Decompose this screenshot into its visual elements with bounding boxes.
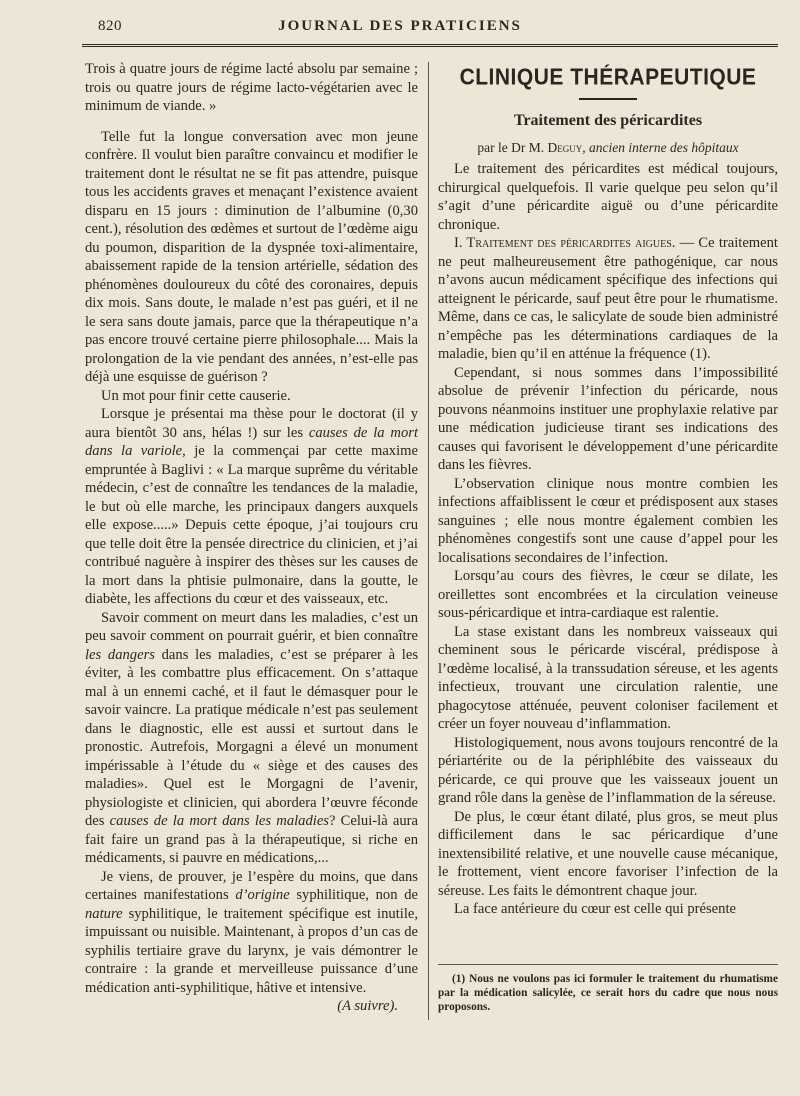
left-paragraph-1: Trois à quatre jours de régime lacté absolu par semaine ; trois ou quatre jours de régime lacto-végétarien avec le minimum de viande. » <box>85 61 418 114</box>
p5-italic-2: causes de la mort dans les maladies <box>109 813 329 829</box>
left-paragraph-4 <box>85 405 418 609</box>
byline-author: Deguy <box>547 139 583 155</box>
byline <box>438 139 778 158</box>
article-title: Traitement des péricardites <box>513 112 703 129</box>
p4-text-a: Lorsque je présentai ma thèse pour le doctorat (il y aura bientôt 30 ans, hélas !) sur les <box>85 406 418 441</box>
right-paragraph-9: La face antérieure du cœur est celle qui présente <box>454 901 736 917</box>
p4-italic: causes de la mort dans la variole <box>85 424 418 459</box>
footnote-rule <box>438 964 778 965</box>
right-paragraph-4: L’observation clinique nous montre combien les infections affaiblissent le cœur et prédisposent aux stases sanguines ; elle nous montre également combien les phénomènes congestifs sont une cause d’appel pour les localisations secondaires de l’infection. <box>438 475 778 566</box>
right-paragraph-2 <box>438 234 778 364</box>
left-column <box>85 60 418 1016</box>
to-be-continued <box>85 997 418 1016</box>
section-title: CLINIQUE THÉRAPEUTIQUE <box>459 64 757 91</box>
to-be-continued-text: (A suivre). <box>337 998 398 1014</box>
left-paragraph-6 <box>85 868 418 998</box>
p6-text-a: Je viens, de prouver, je l’espère du moins, que dans certaines manifestations <box>85 868 418 903</box>
header-rule <box>82 44 778 49</box>
p5-text-b: dans les maladies, c’est se préparer à les éviter, à les combattre plus efficacement. On s’attaque mal à un ennemi caché, et il faut le démasquer pour le savoir vaincre. La pratique médicale n’est pas seulement dans le diagnostic, elle est aussi et surtout dans le pronostic. Autrefois, Morgagni a élevé un monument impérissable à l’étude du « siège et des causes des maladies». Quel est le Morgagni de l’avenir, physiologiste et clinicien, qui abordera l’œuvre féconde des <box>85 646 418 829</box>
right-paragraph-1: Le traitement des péricardites est médical toujours, chirurgical quelquefois. Il varie quelque peu selon qu’il s’agit d’une péricardite aiguë ou d’une péricardite chronique. <box>438 161 778 233</box>
p5-text-a: Savoir comment on meurt dans les maladies, c’est un peu savoir comment on pourrait guérir, et bien connaître <box>85 609 418 644</box>
right-paragraph-7: Histologiquement, nous avons toujours rencontré de la périartérite ou de la périphlébite des vaisseaux du péricarde, ce qui prouve que les vaisseaux jouent un grand rôle dans la genèse de l’inflammation de la séreuse. <box>438 734 778 806</box>
p6-text-c: syphilitique, le traitement spécifique est inutile, impuissant ou nuisible. Maintenant, à propos d’un cas de syphilis tertiaire grave du larynx, je vais démontrer le contraire : la grande et merveilleuse puissance d’une médication anti-syphilitique, hâtive et intensive. <box>85 905 418 996</box>
column-divider <box>428 62 429 1020</box>
p5-text-c: ? Celui-là aura fait faire un grand pas à la thérapeutique, si riche en médicaments, si pauvre en médications,... <box>85 813 418 866</box>
p4-text-b: , je la commençai par cette maxime empruntée à Baglivi : « La marque suprême du véritable médecin, c’est de connaître les tendances de la maladie, le but où elle marche, les principaux dangers auxquels elle expose.....» Depuis cette époque, j’ai toujours cru que telle doit être la pensée directrice du clinicien, et j’ai contribué naguère à inspirer des thèses sur les causes de la mort dans la phtisie pulmonaire, dans la goutte, le diabète, les affections du cœur et des vaisseaux, etc. <box>85 443 418 607</box>
right-paragraph-5: Lorsqu’au cours des fièvres, le cœur se dilate, les oreillettes sont encombrées et la circulation veineuse sous-péricardique et intra-cardiaque est ralentie. <box>438 568 778 621</box>
subsection-heading: I. Traitement des péricardites aigues. <box>454 235 676 251</box>
left-paragraph-2: Telle fut la longue conversation avec mon jeune confrère. Il voulut bien paraître convaincu et modifier le traitement dont le résultat ne se fit pas attendre, puisque tous les accidents graves et menaçant l’existence avaient disparu en 15 jours : diminution de l’albumine (0,30 cent.), résolution des œdèmes et surtout de l’œdème aigu du poumon, disparition de la dyspnée toxi-alimentaire, abaissement rapide de la tension artérielle, sédation des phénomènes douloureux du côté des coronaires, depuis dix mois. Sans doute, le malade n’est pas guéri, et il ne le sera sans doute jamais, parce que la thérapeutique n’a pas encore trouvé certaine pierre philosophale.... Mais la prolongation de la vie pendant des années, n’est-elle pas déjà une esquisse de guérison ? <box>85 128 418 385</box>
p5-italic-1: les dangers <box>85 646 155 663</box>
right-column <box>438 60 778 919</box>
running-title: JOURNAL DES PRATICIENS <box>278 18 522 34</box>
p6-italic-1: d’origine <box>235 887 290 903</box>
right-paragraph-2-text: — Ce traitement ne peut malheureusement être pathogénique, car nous n’avons aucun médicament spécifique des infections qui atteignent le péricarde, sauf peut être pour le rhumatisme. Même, dans ce cas, le salicylate de soude bien administré n’empêche pas les déterminations cardiaques de la maladie, bien qu’il en atténue la fréquence (1). <box>438 235 778 362</box>
byline-prefix: par le Dr M. <box>477 139 548 155</box>
footnote: (1) Nous ne voulons pas ici formuler le traitement du rhumatisme par la médication salicylée, ce serait hors du cadre que nous nous proposons. <box>438 973 778 1013</box>
byline-suffix: , ancien interne des hôpitaux <box>582 139 739 155</box>
left-paragraph-5 <box>85 609 418 868</box>
right-paragraph-3: Cependant, si nous sommes dans l’impossibilité absolue de prévenir l’infection du péricarde, nous pouvons néanmoins instituer une prophylaxie relative par une médication judicieuse tirant ses indications des causes qui favorisent le développement d’une péricardite dans les fièvres. <box>438 364 778 473</box>
section-rule <box>579 98 637 100</box>
right-paragraph-6: La stase existant dans les nombreux vaisseaux qui cheminent sous le péricarde viscéral, prédispose à l’œdème localisé, à la transsudation séreuse, et les agents infectieux, trouvant une circulation ralentie, une phagocytose atténuée, peuvent coloniser facilement et créer un foyer nouveau d’inflammation. <box>438 623 778 732</box>
p6-italic-2: nature <box>85 905 123 922</box>
p6-text-b: syphilitique, non de <box>289 887 418 903</box>
left-paragraph-3: Un mot pour finir cette causerie. <box>101 387 291 404</box>
right-paragraph-8: De plus, le cœur étant dilaté, plus gros, se meut plus difficilement dans le sac péricardique d’une inextensibilité relative, et une nouvelle cause mécanique, le frottement, vient encore favoriser l’infection de la séreuse. Les faits le démontrent chaque jour. <box>438 808 778 899</box>
page-number: 820 <box>98 18 122 34</box>
